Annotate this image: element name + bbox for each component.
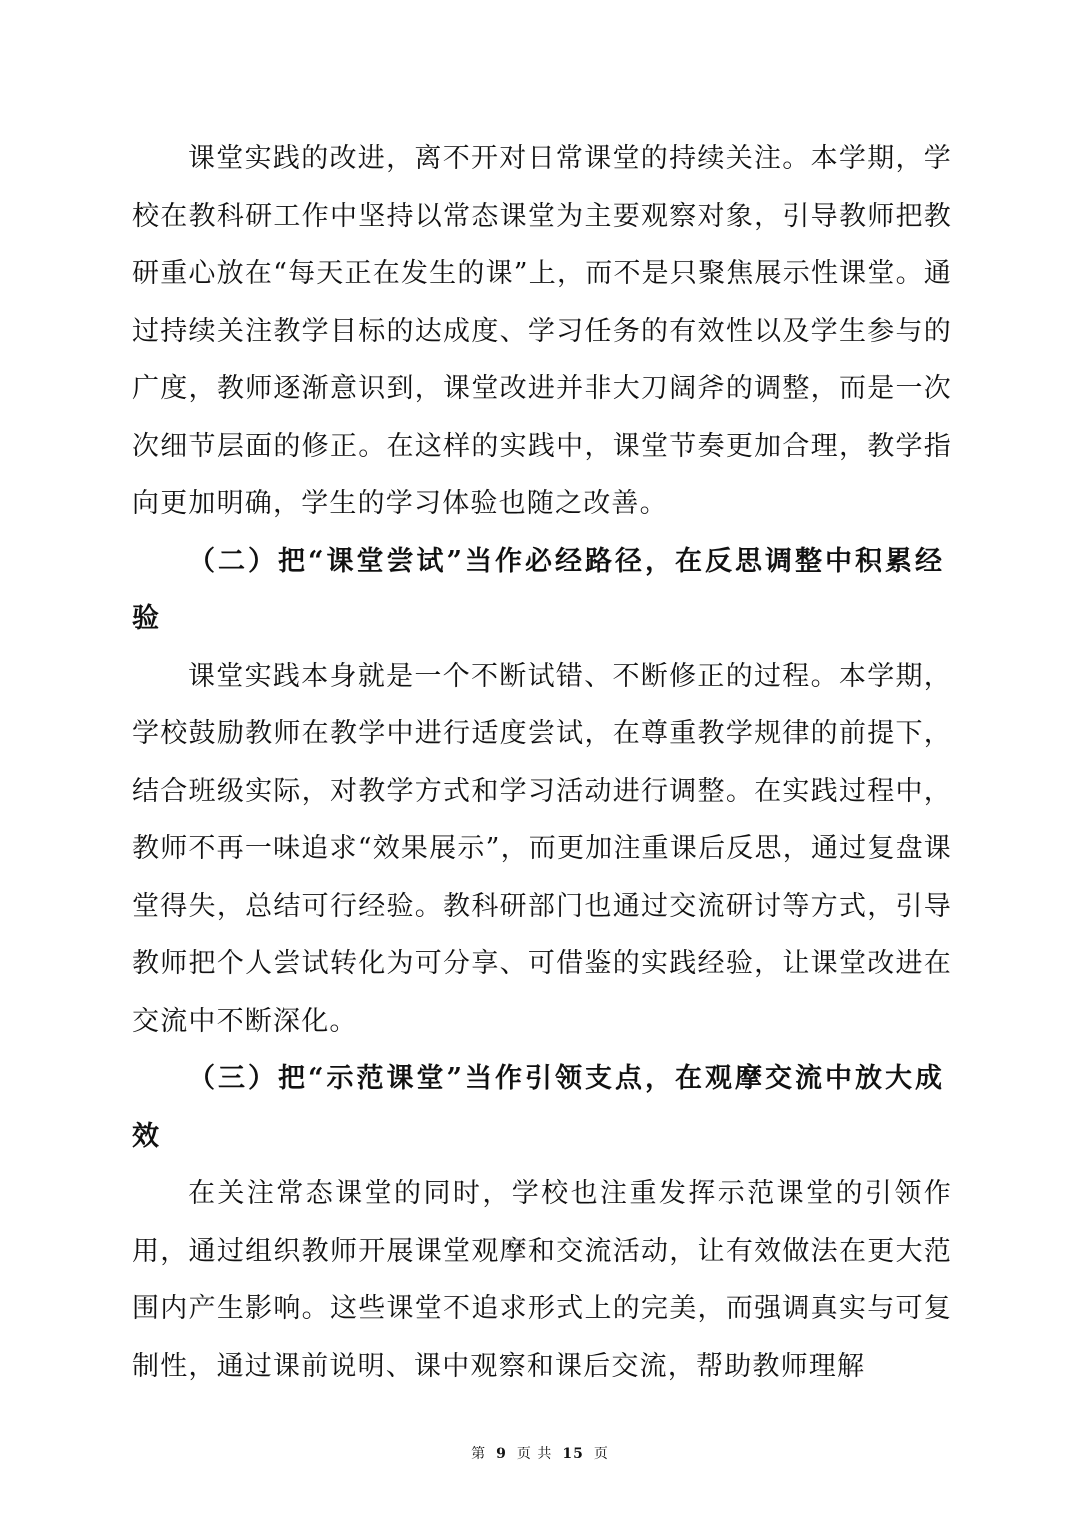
section-heading-2: （二）把“课堂尝试”当作必经路径，在反思调整中积累经验 <box>132 545 946 634</box>
footer-middle: 页 共 <box>516 1446 553 1462</box>
current-page-number: 9 <box>496 1446 507 1462</box>
footer-suffix: 页 <box>593 1446 609 1462</box>
paragraph-3: 在关注常态课堂的同时，学校也注重发挥示范课堂的引领作用，通过组织教师开展课堂观摩和交流活动，让有效做法在更大范围内产生影响。这些课堂不追求形式上的完美，而强调真实与可复制性，通过课前说明、课中观察和课后交流，帮助教师理解 <box>132 1178 952 1382</box>
paragraph-1: 课堂实践的改进，离不开对日常课堂的持续关注。本学期，学校在教科研工作中坚持以常态课堂为主要观察对象，引导教师把教研重心放在“每天正在发生的课”上，而不是只聚焦展示性课堂。通过持续关注教学目标的达成度、学习任务的有效性以及学生参与的广度，教师逐渐意识到，课堂改进并非大刀阔斧的调整，而是一次次细节层面的修正。在这样的实践中，课堂节奏更加合理，教学指向更加明确，学生的学习体验也随之改善。 <box>132 143 952 519</box>
page-footer <box>0 1443 1080 1463</box>
section-heading-3: （三）把“示范课堂”当作引领支点，在观摩交流中放大成效 <box>132 1063 946 1152</box>
footer-prefix: 第 <box>471 1446 487 1462</box>
document-page <box>132 130 952 1395</box>
total-pages-number: 15 <box>562 1446 584 1462</box>
paragraph-2: 课堂实践本身就是一个不断试错、不断修正的过程。本学期，学校鼓励教师在教学中进行适度尝试，在尊重教学规律的前提下，结合班级实际，对教学方式和学习活动进行调整。在实践过程中，教师不再一味追求“效果展示”，而更加注重课后反思，通过复盘课堂得失，总结可行经验。教科研部门也通过交流研讨等方式，引导教师把个人尝试转化为可分享、可借鉴的实践经验，让课堂改进在交流中不断深化。 <box>132 660 952 1037</box>
